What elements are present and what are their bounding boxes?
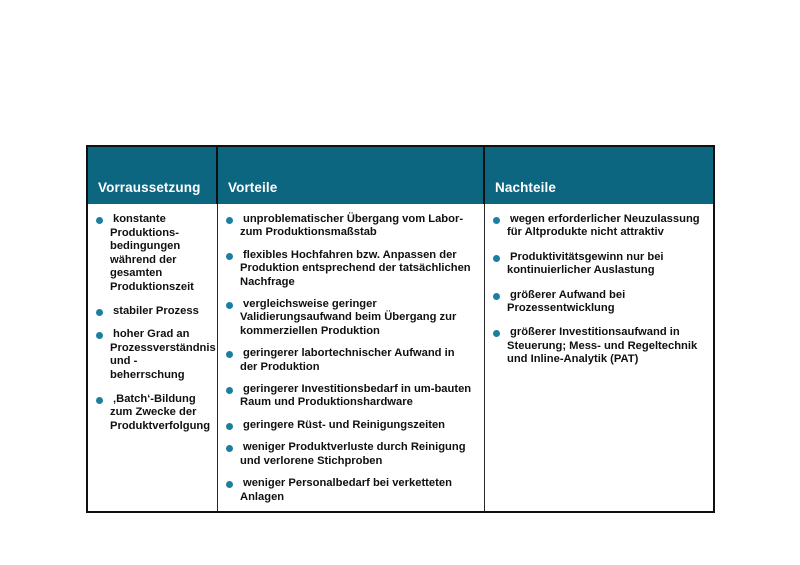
list-item: stabiler Prozess — [96, 305, 208, 319]
column-cell-vorraussetzung — [88, 204, 218, 511]
table-body-row — [88, 204, 713, 511]
list-item: unproblematischer Übergang vom Labor- zum Produktionsmaßstab — [226, 213, 475, 240]
list-item: ‚Batch‘-Bildung zum Zwecke der Produktverfolgung — [96, 393, 208, 434]
list-item: vergleichsweise geringer Validierungsaufwand beim Übergang zur kommerziellen Produktion — [226, 298, 475, 338]
list-item: größerer Aufwand bei Prozessentwicklung — [493, 289, 704, 316]
list-item: größerer Investitionsaufwand in Steuerung; Mess- und Regeltechnik und Inline-Analytik (PAT) — [493, 326, 704, 366]
list-item: weniger Personalbedarf bei verketteten Anlagen — [226, 477, 475, 504]
list-item: flexibles Hochfahren bzw. Anpassen der Produktion entsprechend der tatsächlichen Nachfrage — [226, 249, 475, 289]
list-item: geringere Rüst- und Reinigungszeiten — [226, 419, 475, 432]
list-item: wegen erforderlicher Neuzulassung für Altprodukte nicht attraktiv — [493, 213, 704, 240]
list-item: Produktivitätsgewinn nur bei kontinuierlicher Auslastung — [493, 251, 704, 278]
column-cell-nachteile — [485, 204, 713, 511]
list-item: konstante Produktions-bedingungen während der gesamten Produktionszeit — [96, 213, 208, 295]
list-item: geringerer Investitionsbedarf in um-bauten Raum und Produktionshardware — [226, 383, 475, 410]
list-item: weniger Produktverluste durch Reinigung und verlorene Stichproben — [226, 441, 475, 468]
column-header-vorteile: Vorteile — [218, 147, 483, 204]
bullet-list-nachteile — [493, 213, 704, 367]
bullet-list-vorraussetzung — [96, 213, 216, 433]
list-item: hoher Grad an Prozessverständnis und -beherrschung — [96, 328, 208, 382]
list-item: geringerer labortechnischer Aufwand in der Produktion — [226, 347, 475, 374]
column-header-nachteile: Nachteile — [485, 147, 713, 204]
table-header-row — [88, 147, 713, 204]
column-header-vorraussetzung: Vorraussetzung — [88, 147, 216, 204]
bullet-list-vorteile — [226, 213, 475, 504]
column-cell-vorteile — [218, 204, 485, 511]
comparison-table — [86, 145, 715, 513]
